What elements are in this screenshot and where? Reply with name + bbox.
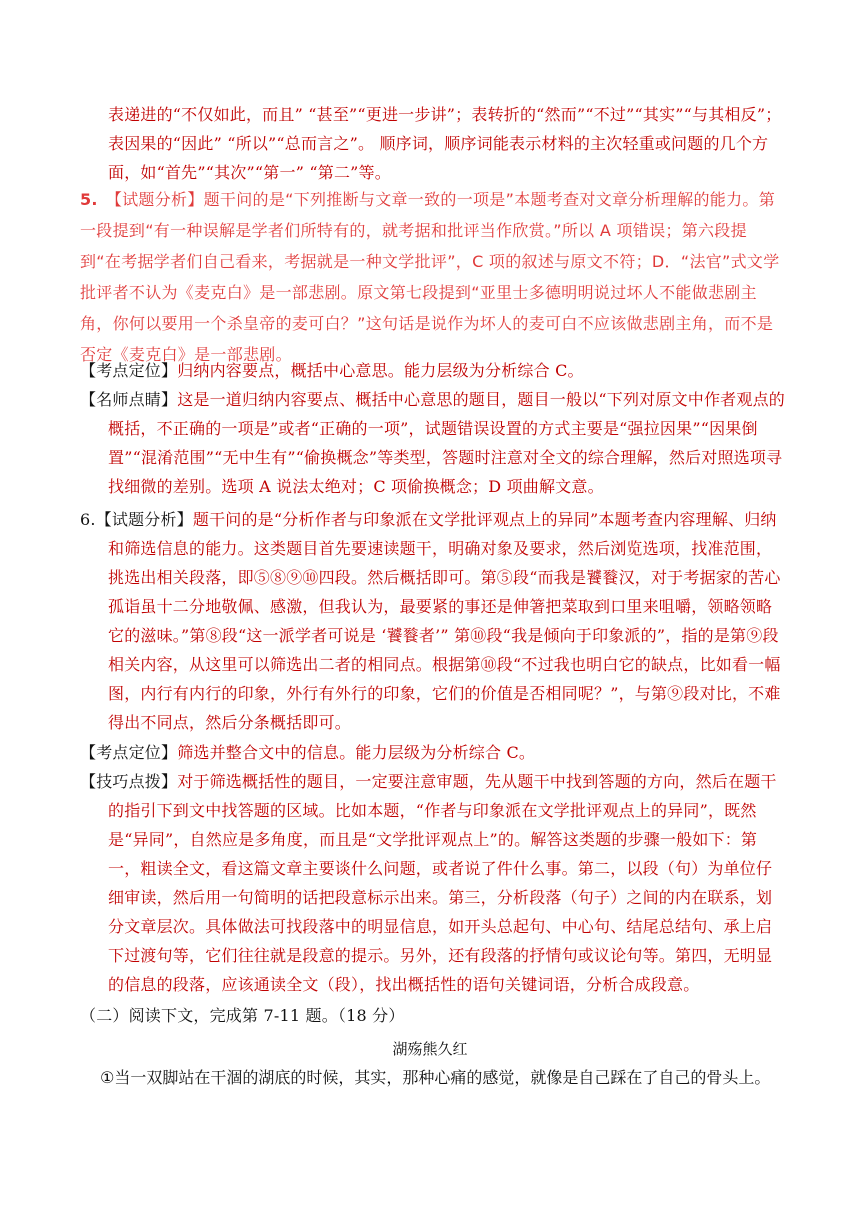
- q5-point-text: 归纳内容要点，概括中心意思。能力层级为分析综合 C。: [177, 361, 584, 380]
- q6-tag: 【试题分析】: [95, 510, 193, 529]
- q6-tip-tag: 【技巧点拨】: [80, 772, 178, 791]
- q5-tip-text: 这是一道归纳内容要点、概括中心意思的题目，题目一般以“下列对原文中作者观点的概括，不正确的一项是”或者“正确的一项”，试题错误设置的方式主要是“强拉因果”“因果倒置”“混淆范围”“无中生有”“偷换概念”等类型，答题时注意对全文的综合理解，然后对照选项寻找细微的差别。选项 A 说法太绝对；C 项偷换概念；D 项曲解文意。: [108, 390, 785, 496]
- q6-point-text: 筛选并整合文中的信息。能力层级为分析综合 C。: [177, 743, 536, 762]
- q5-point-tag: 【考点定位】: [80, 361, 178, 380]
- article-title: 湖殇熊久红: [392, 1040, 468, 1058]
- q5-analysis: 【试题分析】题干问的是“下列推断与文章一致的一项是”本题考查对文章分析理解的能力。第一段提到“有一种误解是学者们所特有的，就考据和批评当作欣赏。”所以 A 项错误；第六段提到“在考据学者们自己看来，考据就是一种文学批评”，C 项的叙述与原文不符；D．“法官”式文学批评者不认为《麦克白》是一部悲剧。原文第七段提到“亚里士多德明明说过坏人不能做悲剧主角，你何以要用一个杀皇帝的麦可白？”这句话是说作为坏人的麦可白不应该做悲剧主角，而不是否定《麦克白》是一部悲剧。: [80, 190, 780, 364]
- article-paragraph-1: ①当一双脚站在干涸的湖底的时候，其实，那种心痛的感觉，就像是自己踩在了自己的骨头上。: [100, 1068, 771, 1087]
- q6-point-tag: 【考点定位】: [80, 743, 178, 762]
- q6-analysis: [80, 505, 788, 737]
- q5-tip: [80, 385, 788, 501]
- q5-number: 5.: [80, 190, 98, 209]
- q6-tip-text: 对于筛选概括性的题目，一定要注意审题，先从题干中找到答题的方向，然后在题干的指引下到文中找答题的区域。比如本题，“作者与印象派在文学批评观点上的异同”，既然是“异同”，自然应是多角度，而且是“文学批评观点上”的。解答这类题的步骤一般如下：第一，粗读全文，看这篇文章主要谈什么问题，或者说了件什么事。第二，以段（句）为单位仔细审读，然后用一句简明的话把段意标示出来。第三，分析段落（句子）之间的内在联系，划分文章层次。具体做法可找段落中的明显信息，如开头总起句、中心句、结尾总结句、承上启下过渡句等，它们往往就是段意的提示。另外，还有段落的抒情句或议论句等。第四，无明显的信息的段落，应该通读全文（段），找出概括性的语句关键词语，分析合成段意。: [108, 772, 777, 994]
- q6-tip: [80, 767, 788, 999]
- q5-analysis-image-text: [80, 184, 780, 370]
- q5-point: [80, 356, 788, 385]
- q5-tip-tag: 【名师点睛】: [80, 390, 178, 409]
- q6-point: [80, 738, 788, 767]
- q6-analysis-text: 题干问的是“分析作者与印象派在文学批评观点上的异同”本题考查内容理解、归纳和筛选信息的能力。这类题目首先要速读题干，明确对象及要求，然后浏览选项，找准范围，挑选出相关段落，即⑤⑧⑨⑩四段。然后概括即可。第⑤段“而我是饕餮汉，对于考据家的苦心孤诣虽十二分地敬佩、感激，但我认为，最要紧的事还是伸箸把菜取到口里来咀嚼，领略领略它的滋味。”第⑧段“这一派学者可说是 ‘饕餮者’” 第⑩段“我是倾向于印象派的”，指的是第⑨段相关内容，从这里可以筛选出二者的相同点。根据第⑩段“不过我也明白它的缺点，比如看一幅图，内行有内行的印象，外行有外行的印象，它们的价值是否相同呢？”，与第⑨段对比，不难得出不同点，然后分条概括即可。: [108, 510, 781, 732]
- section-heading: （二）阅读下文，完成第 7-11 题。（18 分）: [80, 1006, 405, 1025]
- continued-paragraph: 表递进的“不仅如此，而且” “甚至”“更进一步讲”；表转折的“然而”“不过”“其实”“与其相反”；表因果的“因此” “所以”“总而言之”。 顺序词，顺序词能表示材料的主次轻重或问题的几个方面，如“首先”“其次”“第一” “第二”等。: [108, 105, 782, 182]
- q6-number: 6.: [80, 510, 96, 529]
